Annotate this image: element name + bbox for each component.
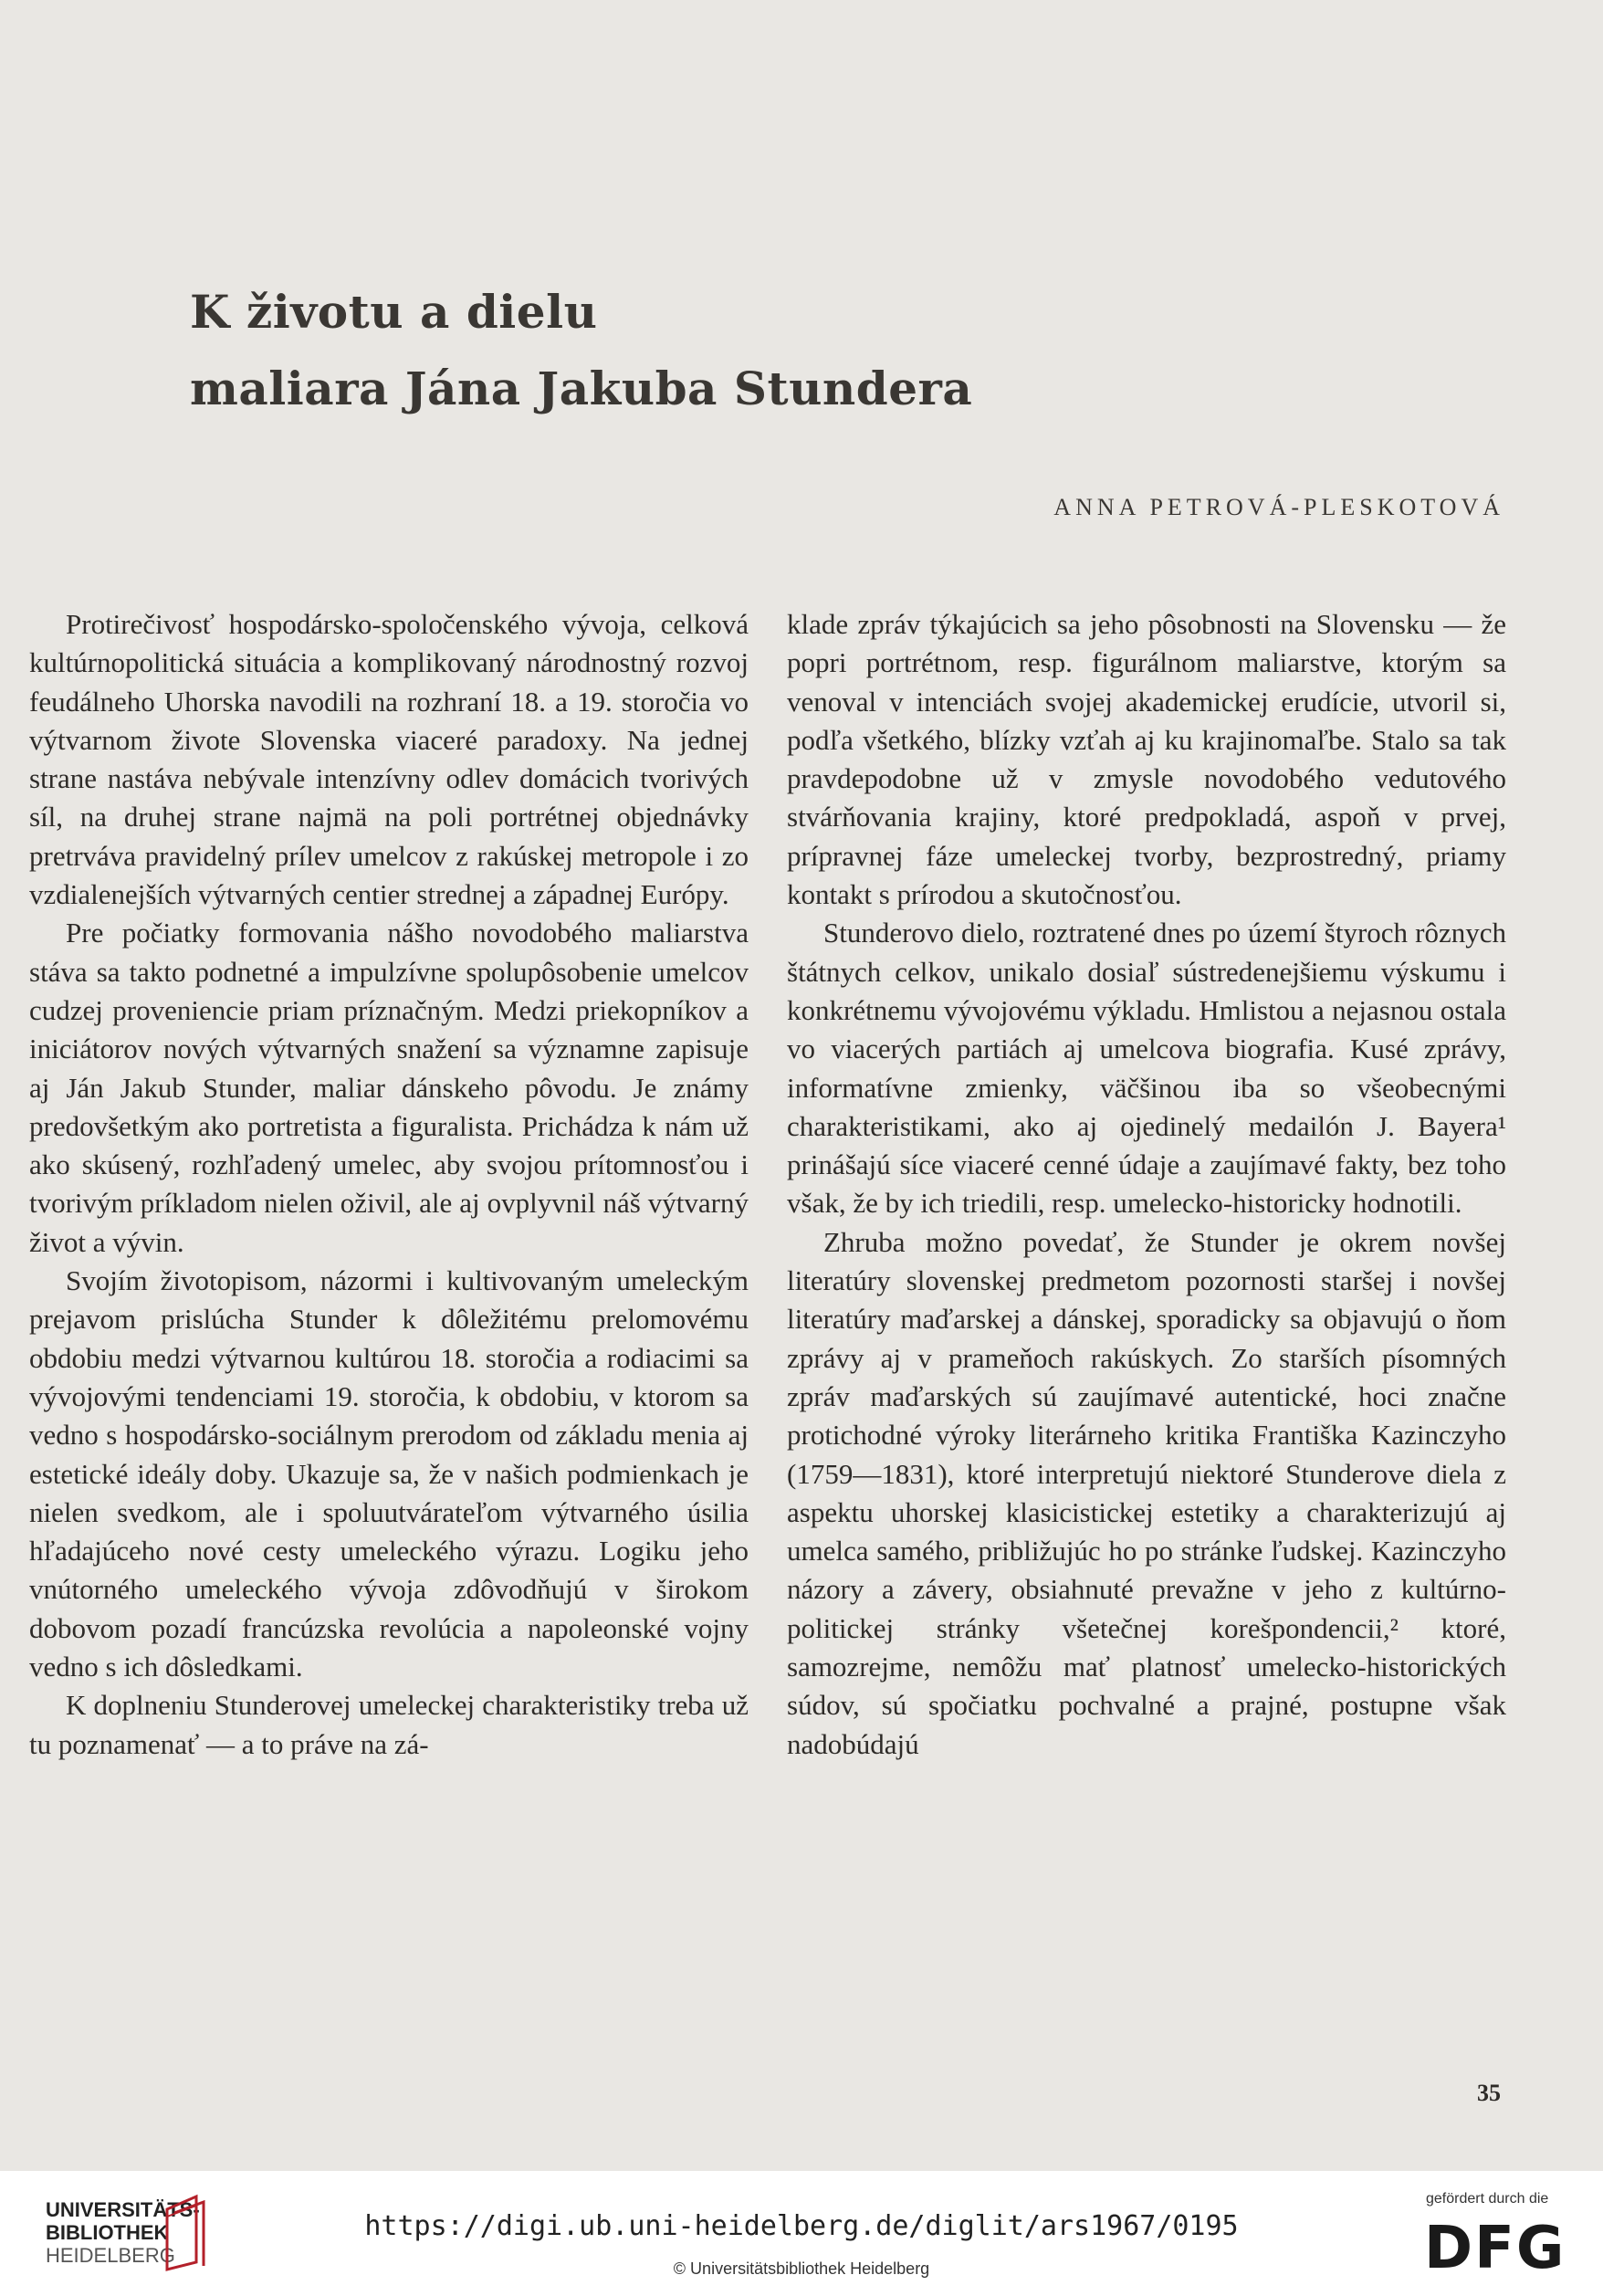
- paragraph: Svojím životopisom, názormi i kultivovaným umeleckým prejavom prislúcha Stunder k dôležitému prelomovému obdobiu medzi výtvarnou kultúrou 18. storočia a rodiacimi sa vývojovými tendenciami 19. storočia, k obdobiu, v ktorom sa vedno s hospodársko-sociálnym prerodom od základu menia aj estetické ideály doby. Ukazuje sa, že v našich podmienkach je nielen svedkom, ale i spoluutvárateľom výtvarného úsilia hľadajúceho nové cesty umeleckého výrazu. Logiku jeho vnútorného umeleckého vývoja zdôvodňujú v širokom dobovom pozadí francúzska revolúcia a napoleonské vojny vedno s ich dôsledkami.: [29, 1264, 749, 1683]
- dfg-logo: DFG: [1424, 2215, 1566, 2282]
- funding-note: gefördert durch die: [1426, 2191, 1549, 2207]
- page-number: 35: [1477, 2080, 1501, 2106]
- library-name-line: BIBLIOTHEK: [46, 2221, 169, 2244]
- paragraph: klade zpráv týkajúcich sa jeho pôsobnosti na Slovensku — že popri portrétnom, resp. figurálnom maliarstve, ktorým sa venoval v intenciách svojej akademickej erudície, utvoril si, podľa všetkého, blízky vzťah aj ku krajinomaľbe. Stalo sa tak pravdepodobne už v zmysle novodobého vedutového stvárňovania krajiny, ktoré predpokladá, aspoň v prvej, prípravnej fáze umeleckej tvorby, bezprostredný, priamy kontakt s prírodou a skutočnosťou.: [787, 608, 1506, 911]
- paragraph: Protirečivosť hospodársko-spoločenského vývoja, celková kultúrnopolitická situácia a komplikovaný národnostný rozvoj feudálneho Uhorska navodili na rozhraní 18. a 19. storočia vo výtvarnom živote Slovenska viaceré paradoxy. Na jednej strane nastáva nebývale intenzívny odlev domácich tvorivých síl, na druhej strane najmä na poli portrétnej objednávky pretrváva pravidelný prílev umelcov z rakúskej metropole i zo vzdialenejších výtvarných centier strednej a západnej Európy.: [29, 608, 749, 911]
- paragraph: Stunderovo dielo, roztratené dnes po území štyroch rôznych štátnych celkov, unikalo dosiaľ sústredenejšiemu výskumu i konkrétnemu vývojovému výkladu. Hmlistou a nejasnou ostala vo viacerých partiách aj umelcova biografia. Kusé zprávy, informatívne zmienky, väčšinou iba so všeobecnými charakteristikami, ako aj ojedinelý medailón J. Bayera¹ prinášajú síce viaceré cenné údaje a zaujímavé fakty, bez toho však, že by ich triedili, resp. umelecko-historicky hodnotili.: [787, 917, 1506, 1220]
- paragraph: Pre počiatky formovania nášho novodobého maliarstva stáva sa takto podnetné a impulzívne spolupôsobenie umelcov cudzej proveniencie priam príznačným. Medzi priekopníkov a iniciátorov nových výtvarných snažení sa významne zapisuje aj Ján Jakub Stunder, maliar dánskeho pôvodu. Je známy predovšetkým ako portretista a figuralista. Prichádza k nám už ako skúsený, rozhľadený umelec, aby svojou prítomnosťou i tvorivým príkladom nielen oživil, ale aj ovplyvnil náš výtvarný život a vývin.: [29, 917, 749, 1258]
- article-title: [190, 274, 972, 427]
- author-name: ANNA PETROVÁ-PLESKOTOVÁ: [1053, 494, 1504, 520]
- copyright-notice: © Universitätsbibliothek Heidelberg: [673, 2259, 930, 2278]
- title-line-1: K životu a dielu: [190, 285, 598, 339]
- library-name-line: HEIDELBERG: [46, 2244, 175, 2267]
- footer-bar: [0, 2171, 1603, 2296]
- text-column-right: [787, 605, 1506, 1764]
- paragraph: K doplneniu Stunderovej umeleckej charakteristiky treba už tu poznamenať — a to práve na zá-: [29, 1689, 749, 1760]
- title-line-2: maliara Jána Jakuba Stundera: [190, 362, 973, 415]
- paragraph: Zhruba možno povedať, že Stunder je okrem novšej literatúry slovenskej predmetom pozornosti staršej i novšej literatúry maďarskej a dánskej, sporadicky sa objavujú o ňom zprávy aj v prameňoch rakúskych. Zo starších písomných zpráv maďarských sú zaujímavé autentické, hoci značne protichodné výroky literárneho kritika Františka Kazinczyho (1759—1831), ktoré interpretujú niektoré Stunderove diela z aspektu uhorskej klasicistickej estetiky a charakterizujú aj umelca samého, približujúc ho po stránke ľudskej. Kazinczyho názory a závery, obsiahnuté prevažne v jeho z kultúrno-politickej stránky všetečnej korešpondencii,² ktoré, samozrejme, nemôžu mať platnosť umelecko-historických súdov, sú spočiatku pochvalné a prajné, postupne však nadobúdajú: [787, 1225, 1506, 1760]
- text-column-left: [29, 605, 749, 1764]
- library-name-line: UNIVERSITÄTS-: [46, 2198, 200, 2221]
- document-url-link[interactable]: https://digi.ub.uni-heidelberg.de/diglit/ars1967/0195: [364, 2210, 1239, 2242]
